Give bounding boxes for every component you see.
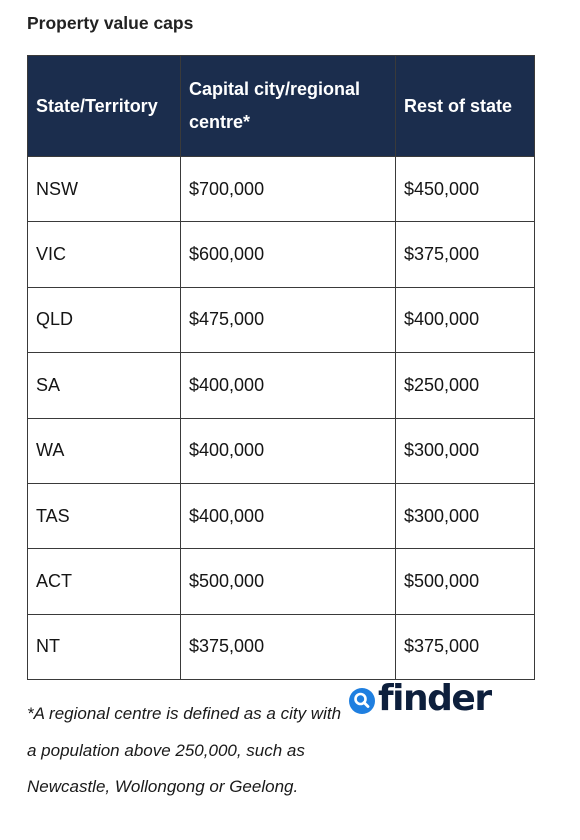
cell-rest-value: $300,000: [396, 418, 535, 483]
table-row: [28, 157, 535, 222]
cell-capital-value: $400,000: [181, 353, 396, 418]
cell-capital-value: $700,000: [181, 157, 396, 222]
cell-rest-value: $375,000: [396, 614, 535, 679]
cell-rest-value: $250,000: [396, 353, 535, 418]
table-row: [28, 483, 535, 548]
table-row: [28, 287, 535, 352]
table-row: [28, 614, 535, 679]
cell-state: NSW: [28, 157, 181, 222]
cell-rest-value: $450,000: [396, 157, 535, 222]
property-value-caps-table: [27, 55, 535, 680]
cell-state: ACT: [28, 549, 181, 614]
cell-capital-value: $400,000: [181, 418, 396, 483]
cell-capital-value: $500,000: [181, 549, 396, 614]
table-row: [28, 418, 535, 483]
cell-state: TAS: [28, 483, 181, 548]
cell-rest-value: $300,000: [396, 483, 535, 548]
header-capital-city: Capital city/regional centre*: [181, 56, 396, 157]
page-heading: Property value caps: [27, 13, 194, 33]
table-header-row: [28, 56, 535, 157]
cell-state: SA: [28, 353, 181, 418]
cell-capital-value: $475,000: [181, 287, 396, 352]
finder-logo: [349, 680, 491, 718]
cell-state: WA: [28, 418, 181, 483]
cell-rest-value: $500,000: [396, 549, 535, 614]
cell-capital-value: $375,000: [181, 614, 396, 679]
table-row: [28, 353, 535, 418]
cell-state: QLD: [28, 287, 181, 352]
cell-rest-value: $375,000: [396, 222, 535, 287]
logo-wordmark: finder: [378, 678, 491, 719]
table-row: [28, 222, 535, 287]
cell-capital-value: $600,000: [181, 222, 396, 287]
regional-centre-footnote: *A regional centre is defined as a city with a population above 250,000, such as Newcastle, Wollongong or Geelong.: [27, 704, 342, 796]
cell-capital-value: $400,000: [181, 483, 396, 548]
cell-rest-value: $400,000: [396, 287, 535, 352]
header-state-territory: State/Territory: [28, 56, 181, 157]
magnifier-icon: [349, 688, 375, 714]
table-row: [28, 549, 535, 614]
header-rest-of-state: Rest of state: [396, 56, 535, 157]
cell-state: NT: [28, 614, 181, 679]
cell-state: VIC: [28, 222, 181, 287]
